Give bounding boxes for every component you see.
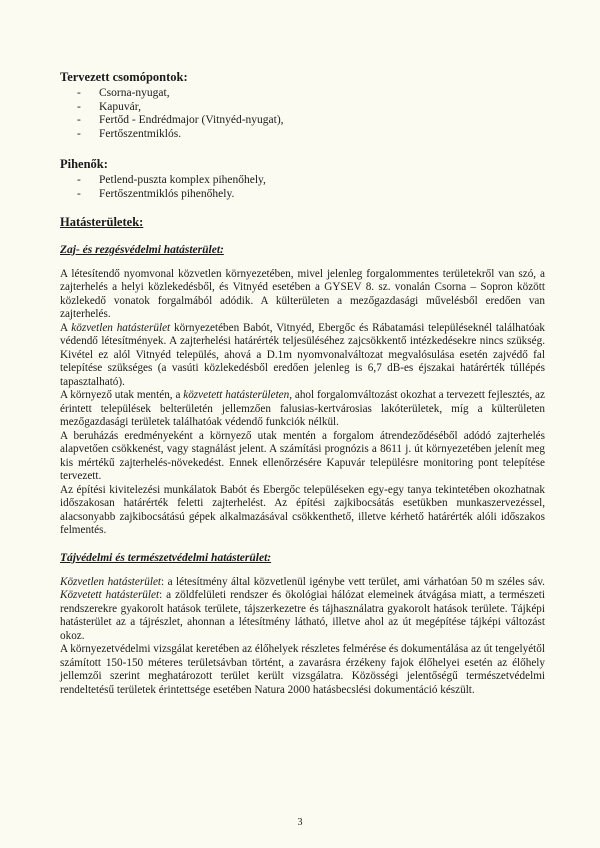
rest-areas-title: Pihenők: bbox=[60, 157, 108, 172]
landscape-paragraph-1: Közvetlen hatásterület: a létesítmény által közvetlenül igénybe vett terület, ami várhatóan 50 m széles sáv. Közvetett hatásterület: a zöldfelületi rendszer és ökológiai hálózat elemeinek átvágása miatt, a természeti rendszerekre gyakorolt hatások területe, tájszerkezetre és tájhasználatra gyakorolt hatások területe. Tájképi hatásterület az a tájrészlet, ahonnan a létesítmény látható, illetve ahol az út megépítése tájképi változást okoz. bbox=[60, 575, 545, 642]
page-number: 3 bbox=[297, 817, 303, 828]
noise-paragraph-2: A közvetlen hatásterület környezetében Babót, Vitnyéd, Ebergőc és Rábatamási településeknél találhatóak védendő létesítmények. A zajterhelési határérték teljesüléséhez zajcsökkentő intézkedésekre nincs szükség. Kivétel ez alól Vitnyéd település, ahová a D.1m nyomvonalváltozat megvalósulása esetén zajvédő fal telepítése szükséges (a vasúti közlekedésből eredően jelenleg is 6,7 dB-es éjszakai határérték túllépés tapasztalható). bbox=[60, 321, 546, 388]
noise-paragraph-3: A környező utak mentén, a közvetett hatásterületen, ahol forgalomváltozást okozhat a tervezett fejlesztés, az érintett települések belterületén jellemzően falusias-kertvárosias lakóterületek, míg a külterületen mezőgazdasági területek találhatóak védendő funkciók nélkül. bbox=[60, 389, 545, 429]
direct-impact-term: közvetlen hatásterület bbox=[71, 321, 171, 334]
document-page bbox=[60, 70, 545, 697]
indirect-impact-term: Közvetett hatásterület bbox=[60, 589, 160, 602]
list-item: - Kapuvár, bbox=[77, 101, 545, 115]
landscape-impact-title: Tájvédelmi és természetvédelmi hatásterület: bbox=[60, 551, 272, 564]
list-item: - Fertőszentmiklós. bbox=[77, 128, 545, 142]
noise-impact-title: Zaj- és rezgésvédelmi hatásterület: bbox=[60, 243, 224, 256]
noise-paragraph-5: Az építési kivitelezési munkálatok Babót és Ebergőc településeken egy-egy tanya tekintetében okozhatnak időszakosan határérték feletti zajterhelést. Az építési zajkibocsátás esetükben munkaszervezéssel, alacsonyabb zajkibocsátású gépek alkalmazásával csökkenthető, illetve kérhető határérték alóli időszakos felmentés. bbox=[60, 483, 545, 537]
indirect-impact-term: közvetett hatásterületen bbox=[183, 389, 290, 402]
landscape-paragraph-2: A környezetvédelmi vizsgálat keretében az élőhelyek részletes felmérése és dokumentálása az út tengelyétől számított 150-150 méteres területsávban történt, a zavarásra érzékeny fajok élőhelyei esetén az élőhely jellemzői szerint meghatározott terület került vizsgálatra. Közösségi jelentőségű természetvédelmi rendeltetésű területek érintettsége esetében Natura 2000 hatásbecslési dokumentáció készült. bbox=[60, 643, 545, 696]
impact-areas-title: Hatásterületek: bbox=[60, 214, 144, 229]
junctions-title: Tervezett csomópontok: bbox=[60, 70, 188, 84]
list-item: - Csorna-nyugat, bbox=[77, 87, 545, 101]
noise-paragraph-1: A létesítendő nyomvonal közvetlen környezetében, mivel jelenleg forgalommentes területekről van szó, a zajterhelés a helyi közlekedésből, és Vitnyéd esetében a GYSEV 8. sz. vonalán Csorna – Sopron között közlekedő vonatok forgalmából adódik. A külterületen a mezőgazdasági művelésből eredően van zajterhelés. bbox=[60, 267, 545, 321]
list-item: - Fertőszentmiklós pihenőhely. bbox=[77, 188, 545, 202]
junctions-list bbox=[60, 87, 545, 141]
noise-paragraph-4: A beruházás eredményeként a környező utak mentén a forgalom átrendeződéséből adódó zajterhelés alapvetően csökkenést, vagy stagnálást jelent. A számítási prognózis a 8611 j. út környezetében jelenít meg kis mértékű zajterhelés-növekedést. Ennek ellenőrzésére Kapuvár településre monitoring pont telepítése tervezett. bbox=[60, 429, 545, 483]
rest-areas-list bbox=[60, 174, 545, 201]
list-item: - Petlend-puszta komplex pihenőhely, bbox=[77, 174, 545, 188]
list-item: - Fertőd - Endrédmajor (Vitnyéd-nyugat), bbox=[77, 114, 545, 128]
direct-impact-term: Közvetlen hatásterület bbox=[60, 575, 162, 588]
